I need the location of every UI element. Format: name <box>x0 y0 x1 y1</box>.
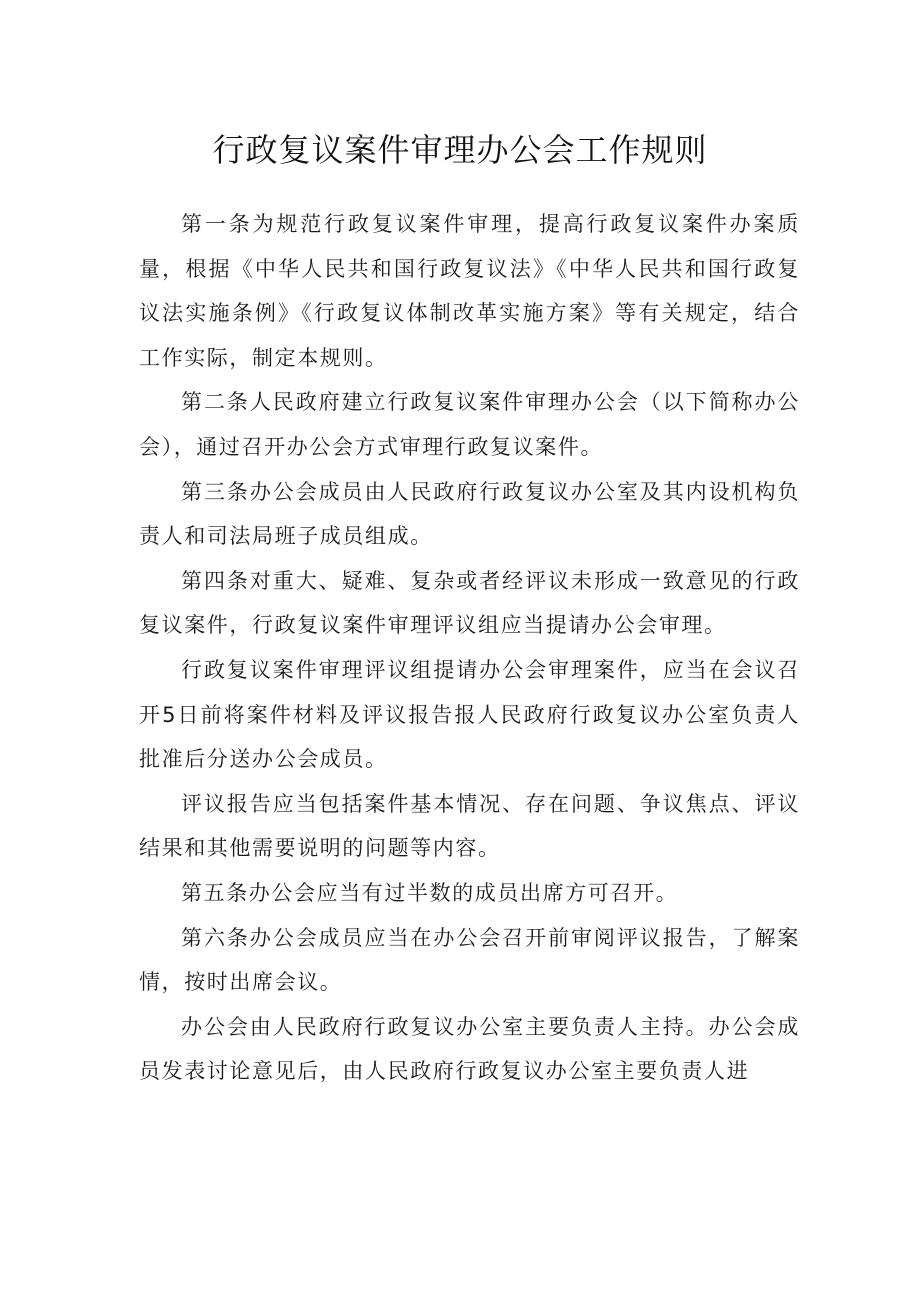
paragraph-article-2: 第二条人民政府建立行政复议案件审理办公会（以下简称办公会），通过召开办公会方式审理行政复议案件。 <box>139 390 800 459</box>
paragraph-article-6-chair: 办公会由人民政府行政复议办公室主要负责人主持。办公会成员发表讨论意见后，由人民政府行政复议办公室主要负责人进 <box>139 1014 800 1084</box>
document-body <box>139 202 800 1094</box>
paragraph-article-5: 第五条办公会应当有过半数的成员出席方可召开。 <box>181 880 679 905</box>
paragraph-article-3: 第三条办公会成员由人民政府行政复议办公室及其内设机构负责人和司法局班子成员组成。 <box>139 479 800 549</box>
paragraph-article-4: 第四条对重大、疑难、复杂或者经评议未形成一致意见的行政复议案件，行政复议案件审理评议组应当提请办公会审理。 <box>139 568 800 638</box>
paragraph-article-4-submission: 行政复议案件审理评议组提请办公会审理案件，应当在会议召开5日前将案件材料及评议报告报人民政府行政复议办公室负责人批准后分送办公会成员。 <box>139 657 800 772</box>
document-title: 行政复议案件审理办公会工作规则 <box>212 131 708 169</box>
paragraph-article-1: 第一条为规范行政复议案件审理，提高行政复议案件办案质量，根据《中华人民共和国行政复议法》《中华人民共和国行政复议法实施条例》《行政复议体制改革实施方案》等有关规定，结合工作实际，制定本规则。 <box>139 212 800 370</box>
paragraph-article-6: 第六条办公会成员应当在办公会召开前审阅评议报告，了解案情，按时出席会议。 <box>139 925 800 995</box>
paragraph-article-4-report-contents: 评议报告应当包括案件基本情况、存在问题、争议焦点、评议结果和其他需要说明的问题等内容。 <box>139 791 800 861</box>
